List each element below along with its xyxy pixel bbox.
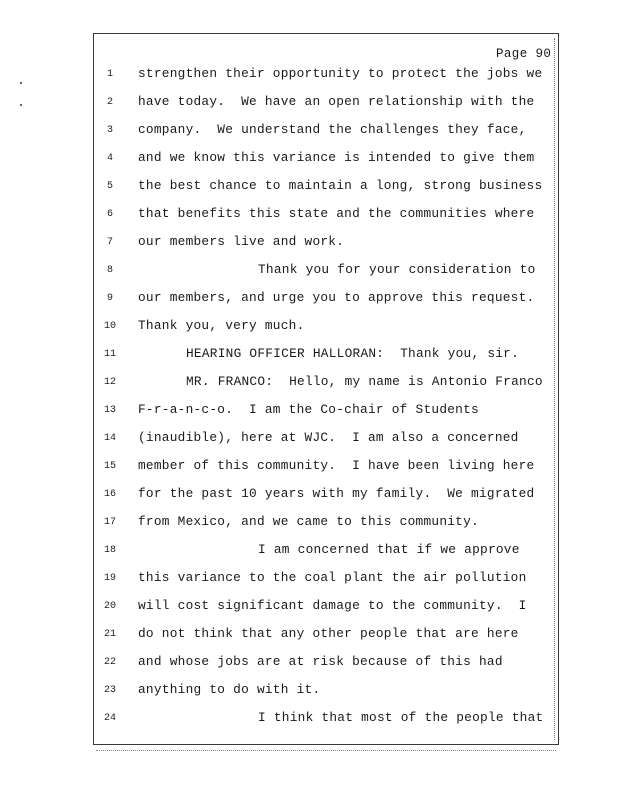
transcript-line (0, 458, 618, 478)
line-number: 13 (103, 405, 116, 416)
line-text: Thank you, very much. (138, 318, 305, 333)
line-number: 14 (103, 433, 116, 444)
transcript-line (0, 402, 618, 422)
line-number: 4 (106, 153, 113, 164)
line-text: MR. FRANCO: Hello, my name is Antonio Franco (186, 374, 543, 389)
transcript-line (0, 150, 618, 170)
line-number: 6 (106, 209, 113, 220)
line-number: 24 (103, 713, 116, 724)
line-text: that benefits this state and the communities where (138, 206, 535, 221)
line-text: anything to do with it. (138, 682, 321, 697)
line-text: I think that most of the people that (258, 710, 544, 725)
transcript-line (0, 346, 618, 366)
line-number: 17 (103, 517, 116, 528)
line-text: F-r-a-n-c-o. I am the Co-chair of Students (138, 402, 479, 417)
line-text: strengthen their opportunity to protect the jobs we (138, 66, 543, 81)
line-number: 22 (103, 657, 116, 668)
line-text: this variance to the coal plant the air pollution (138, 570, 527, 585)
line-text: member of this community. I have been living here (138, 458, 535, 473)
line-number: 9 (106, 293, 113, 304)
transcript-line (0, 94, 618, 114)
line-number: 8 (106, 265, 113, 276)
line-number: 16 (103, 489, 116, 500)
line-number: 1 (106, 69, 113, 80)
line-number: 19 (103, 573, 116, 584)
line-text: do not think that any other people that are here (138, 626, 519, 641)
line-number: 20 (103, 601, 116, 612)
line-text: our members, and urge you to approve this request. (138, 290, 535, 305)
transcript-line (0, 570, 618, 590)
transcript-line (0, 374, 618, 394)
transcript-line (0, 626, 618, 646)
transcript-line (0, 234, 618, 254)
line-number: 12 (103, 377, 116, 388)
transcript-line (0, 290, 618, 310)
line-number: 11 (103, 349, 116, 360)
line-number: 2 (106, 97, 113, 108)
transcript-line (0, 262, 618, 282)
transcript-line (0, 66, 618, 86)
line-number: 3 (106, 125, 113, 136)
transcript-line (0, 178, 618, 198)
line-text: Thank you for your consideration to (258, 262, 536, 277)
transcript-line (0, 598, 618, 618)
line-text: our members live and work. (138, 234, 345, 249)
line-number: 5 (106, 181, 113, 192)
transcript-line (0, 486, 618, 506)
line-number: 7 (106, 237, 113, 248)
line-text: I am concerned that if we approve (258, 542, 520, 557)
line-text: will cost significant damage to the community. I (138, 598, 527, 613)
line-text: and whose jobs are at risk because of this had (138, 654, 503, 669)
transcript-line (0, 122, 618, 142)
line-number: 18 (103, 545, 116, 556)
line-text: from Mexico, and we came to this community. (138, 514, 479, 529)
line-number: 23 (103, 685, 116, 696)
line-text: (inaudible), here at WJC. I am also a concerned (138, 430, 519, 445)
transcript-line (0, 318, 618, 338)
line-number: 21 (103, 629, 116, 640)
transcript-line (0, 206, 618, 226)
line-text: and we know this variance is intended to give them (138, 150, 535, 165)
line-text: have today. We have an open relationship with the (138, 94, 535, 109)
transcript-line (0, 430, 618, 450)
line-number: 15 (103, 461, 116, 472)
transcript-line (0, 514, 618, 534)
line-number: 10 (103, 321, 116, 332)
transcript-line (0, 710, 618, 730)
page-bottom-rule (96, 750, 556, 751)
page-number: Page 90 (496, 47, 552, 61)
line-text: for the past 10 years with my family. We migrated (138, 486, 535, 501)
transcript-line (0, 682, 618, 702)
transcript-line (0, 542, 618, 562)
line-text: the best chance to maintain a long, strong business (138, 178, 543, 193)
line-text: company. We understand the challenges they face, (138, 122, 527, 137)
line-text: HEARING OFFICER HALLORAN: Thank you, sir. (186, 346, 520, 361)
transcript-line (0, 654, 618, 674)
